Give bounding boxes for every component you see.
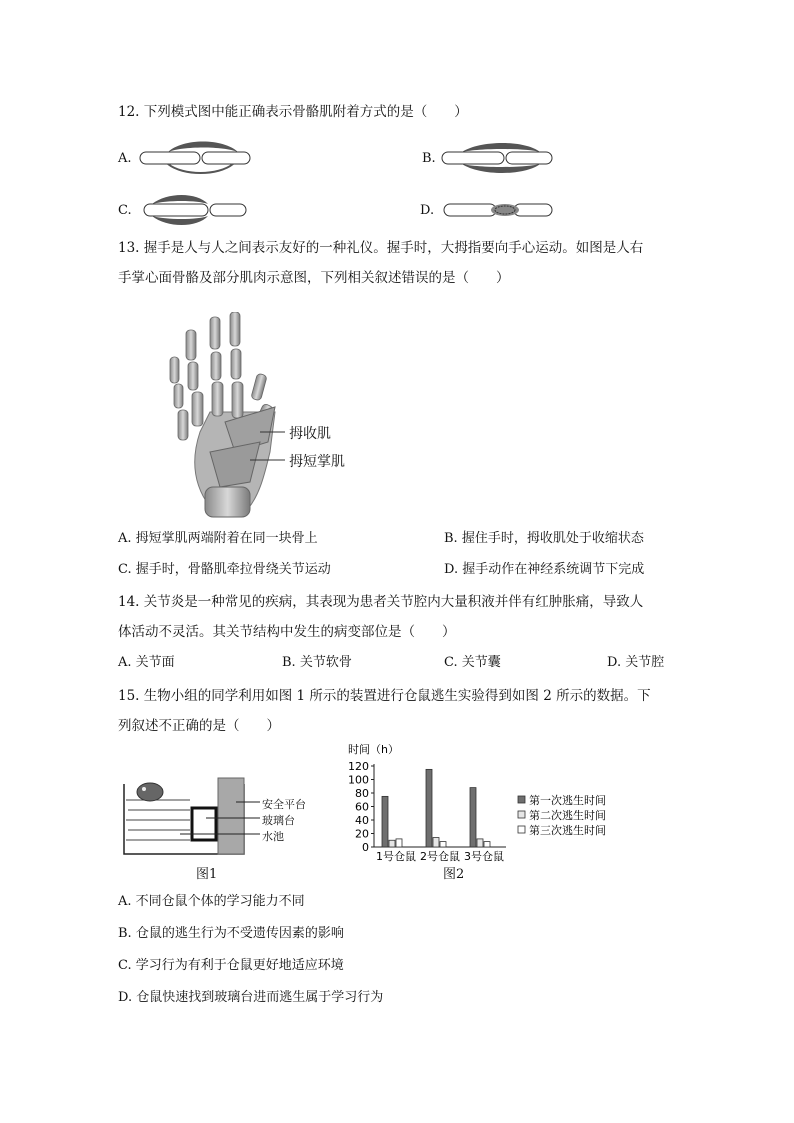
q13-option-d: D. 握手动作在神经系统调节下完成 <box>444 562 645 577</box>
chart-ylabel: 时间（h） <box>348 743 399 756</box>
q13-option-c: C. 握手时，骨骼肌牵拉骨绕关节运动 <box>118 562 331 577</box>
chart-bar <box>477 839 483 847</box>
q15-option-d: D. 仓鼠快速找到玻璃台进而逃生属于学习行为 <box>118 990 384 1005</box>
chart-y-tick-label: 60 <box>355 800 369 814</box>
chart-bar <box>382 796 388 847</box>
q15-option-a: A. 不同仓鼠个体的学习能力不同 <box>118 894 305 909</box>
q12-option-b-diagram <box>440 140 555 176</box>
q15-stem-line2: 列叙述不正确的是（ ） <box>118 718 280 734</box>
q15-fig1-label-safe-platform: 安全平台 <box>262 798 306 811</box>
q12-option-b-label: B. <box>422 151 436 166</box>
chart-y-tick-label: 120 <box>348 760 369 773</box>
q13-hand-skeleton-figure <box>150 312 390 522</box>
chart-y-tick-label: 0 <box>362 841 369 854</box>
chart-x-tick-label: 2号仓鼠 <box>420 850 460 863</box>
q14-option-b: B. 关节软骨 <box>282 655 352 670</box>
chart-x-tick-label: 3号仓鼠 <box>464 850 504 863</box>
q13-stem-line2: 手掌心面骨骼及部分肌肉示意图，下列相关叙述错误的是（ ） <box>118 270 510 286</box>
chart-x-tick-label: 1号仓鼠 <box>376 850 416 863</box>
chart-bar <box>440 842 446 847</box>
q13-label-muscle2: 拇短掌肌 <box>289 454 345 470</box>
chart-y-tick-label: 40 <box>355 814 369 827</box>
chart-legend-label: 第三次逃生时间 <box>529 824 606 837</box>
q14-stem-line2: 体活动不灵活。其关节结构中发生的病变部位是（ ） <box>118 624 456 640</box>
chart-bar <box>396 839 402 847</box>
q12-option-d-label: D. <box>420 203 435 218</box>
chart-legend-swatch <box>518 811 525 818</box>
q13-stem-line1: 13. 握手是人与人之间表示友好的一种礼仪。握手时，大拇指要向手心运动。如图是人右 <box>118 240 644 256</box>
chart-bar <box>484 842 490 847</box>
chart-bar <box>389 840 395 847</box>
q12-option-a-diagram <box>138 140 258 176</box>
q15-stem-line1: 15. 生物小组的同学利用如图 1 所示的装置进行仓鼠逃生实验得到如图 2 所示的数据。下 <box>118 688 651 704</box>
q15-fig2-caption: 图2 <box>443 867 465 882</box>
chart-legend-label: 第二次逃生时间 <box>529 809 606 822</box>
q12-stem: 12. 下列模式图中能正确表示骨骼肌附着方式的是（ ） <box>118 104 468 120</box>
chart-y-tick-label: 80 <box>355 787 369 800</box>
q12-option-c-label: C. <box>118 203 132 218</box>
q12-option-d-diagram <box>442 192 554 228</box>
q14-option-c: C. 关节囊 <box>444 655 501 670</box>
chart-legend-label: 第一次逃生时间 <box>529 794 606 807</box>
chart-legend-swatch <box>518 826 525 833</box>
chart-bar <box>426 769 432 847</box>
q15-fig1-label-glass-platform: 玻璃台 <box>262 814 295 827</box>
q13-label-muscle1: 拇收肌 <box>289 426 331 442</box>
chart-y-tick-label: 100 <box>348 773 369 787</box>
q14-option-d: D. 关节腔 <box>607 655 665 670</box>
chart-legend-swatch <box>518 796 525 803</box>
q12-option-c-diagram <box>142 192 250 228</box>
chart-bar <box>433 838 439 847</box>
q13-option-a: A. 拇短掌肌两端附着在同一块骨上 <box>118 531 318 546</box>
q15-option-b: B. 仓鼠的逃生行为不受遗传因素的影响 <box>118 926 344 941</box>
chart-y-tick-label: 20 <box>355 827 369 841</box>
q15-option-c: C. 学习行为有利于仓鼠更好地适应环境 <box>118 958 344 973</box>
q13-option-b: B. 握住手时，拇收肌处于收缩状态 <box>444 531 644 546</box>
q14-option-a: A. 关节面 <box>118 655 175 670</box>
chart-bar <box>470 788 476 847</box>
q15-fig1-label-pool: 水池 <box>262 830 284 843</box>
q15-fig2-bar-chart <box>330 740 620 868</box>
q14-stem-line1: 14. 关节炎是一种常见的疾病，其表现为患者关节腔内大量积液并伴有红肿胀痛，导致人 <box>118 594 644 610</box>
q12-option-a-label: A. <box>118 151 132 166</box>
q15-fig1-caption: 图1 <box>196 867 218 882</box>
